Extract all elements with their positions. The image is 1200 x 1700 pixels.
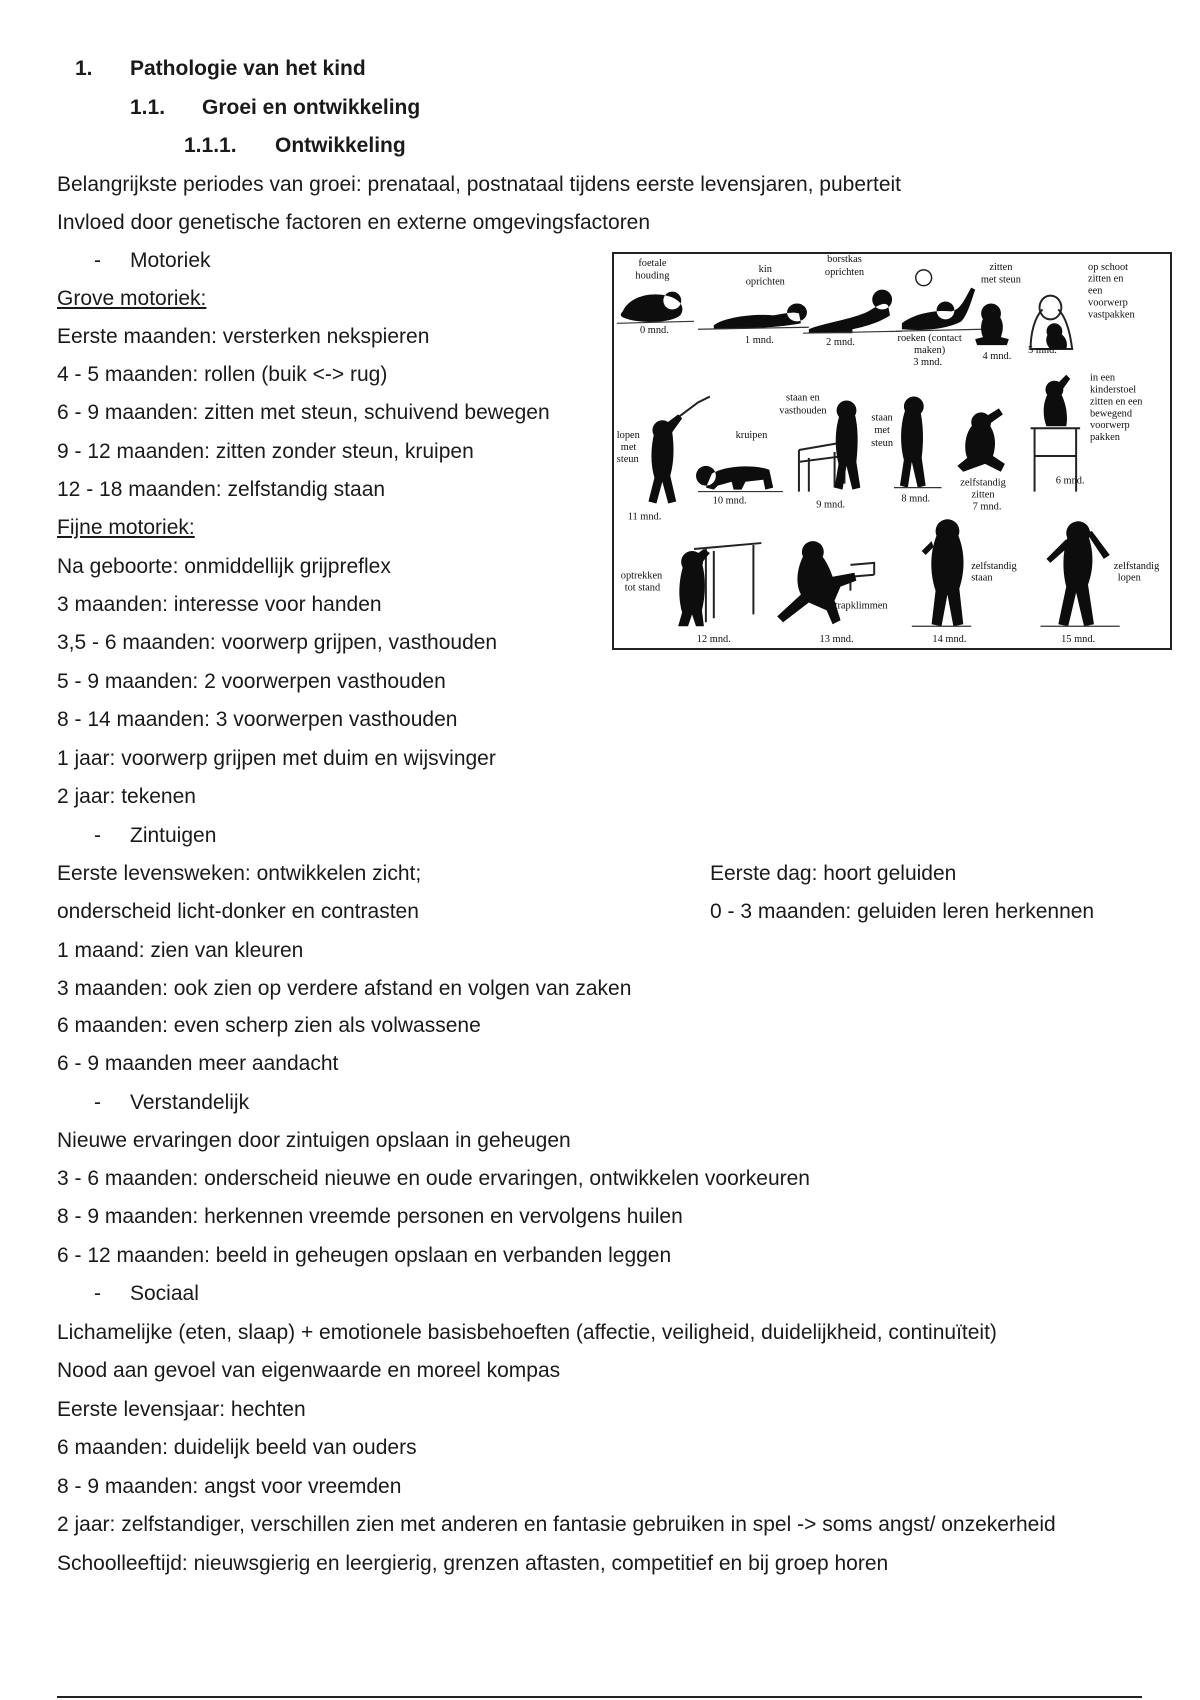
bullet-dash: - [94, 249, 101, 272]
figure-label: oprichten [824, 266, 865, 278]
figure-label: 5 mnd. [1028, 344, 1057, 356]
heading-3-text: Ontwikkeling [275, 134, 406, 157]
figure-label: kruipen [735, 430, 768, 442]
figure-label: 3 mnd. [913, 356, 943, 368]
bullet-dash: - [94, 824, 101, 847]
toddler-climbing-stairs-silhouette [777, 541, 856, 624]
figure-label: steun [616, 453, 639, 465]
figure-label: 4 mnd. [982, 350, 1012, 362]
baby-lifting-chest-silhouette [809, 290, 892, 334]
figure-label: houding [635, 270, 670, 282]
heading-2-text: Groei en ontwikkeling [202, 96, 421, 119]
figure-label: pakken [1089, 432, 1120, 444]
baby-fetal-position-silhouette [621, 292, 683, 322]
subheading-fijne-motoriek: Fijne motoriek: [57, 516, 195, 539]
baby-in-high-chair-silhouette [1044, 375, 1071, 426]
baby-reaching-silhouette [902, 288, 975, 330]
figure-label: tot stand [624, 582, 661, 594]
figure-label: foetale [638, 257, 667, 269]
figure-label: 9 mnd. [816, 499, 846, 511]
baby-lifting-chin-silhouette [714, 303, 807, 329]
baby-sitting-with-support-silhouette [975, 303, 1009, 345]
bullet-dash: - [94, 1091, 101, 1114]
list-item: 6 - 12 maanden: beeld in geheugen opslaan en verbanden leggen [57, 1244, 672, 1267]
figure-label: met steun [980, 274, 1021, 286]
list-item: 6 - 9 maanden meer aandacht [57, 1052, 339, 1075]
toddler-walking-alone-silhouette [1046, 521, 1109, 626]
figure-label: 15 mnd. [1061, 634, 1096, 646]
list-item: 2 jaar: zelfstandiger, verschillen zien met anderen en fantasie gebruiken in spel -> soms angst/ onzekerheid [57, 1513, 1056, 1536]
subheading-grove-motoriek: Grove motoriek: [57, 287, 207, 310]
rattle-icon [916, 270, 932, 286]
figure-label: zitten en [1088, 273, 1124, 285]
figure-label: met [620, 442, 637, 454]
figure-label: kinderstoel [1089, 384, 1137, 396]
list-item: 3 maanden: interesse voor handen [57, 593, 382, 616]
heading-3-number: 1.1.1. [184, 134, 237, 157]
toddler-standing-holding-silhouette [835, 401, 861, 490]
figure-label: vastpakken [1088, 309, 1135, 321]
list-item: 0 - 3 maanden: geluiden leren herkennen [710, 900, 1095, 923]
figure-label: vasthouden [779, 405, 827, 417]
list-item: onderscheid licht-donker en contrasten [57, 900, 419, 923]
figure-label: bewegend [1089, 408, 1133, 420]
figure-label: kin [758, 263, 772, 275]
list-item: 6 maanden: duidelijk beeld van ouders [57, 1436, 417, 1459]
section-title: Zintuigen [130, 824, 217, 847]
list-item: Eerste levensjaar: hechten [57, 1398, 306, 1421]
heading-1 [75, 56, 366, 82]
section-verstandelijk [94, 1090, 249, 1116]
motor-development-figure [612, 252, 1172, 650]
list-item: Nood aan gevoel van eigenwaarde en moreel kompas [57, 1359, 561, 1382]
section-title: Motoriek [130, 249, 211, 272]
baby-crawling-silhouette [696, 466, 773, 490]
figure-label: 6 mnd. [1055, 475, 1085, 487]
toddler-standing-with-support-silhouette [900, 397, 926, 488]
heading-1-number: 1. [75, 57, 93, 80]
figure-label: zitten [989, 261, 1013, 273]
figure-label: 2 mnd. [826, 337, 855, 349]
heading-3 [184, 133, 406, 159]
toddler-standing-alone-silhouette [922, 519, 964, 626]
list-item: Schoolleeftijd: nieuwsgierig en leergierig, grenzen aftasten, competitief en bij groep horen [57, 1552, 889, 1575]
list-item: 5 - 9 maanden: 2 voorwerpen vasthouden [57, 670, 446, 693]
list-item: 3 maanden: ook zien op verdere afstand en volgen van zaken [57, 977, 632, 1000]
figure-label: steun [871, 438, 894, 450]
heading-2-number: 1.1. [130, 96, 166, 119]
figure-label: zitten en een [1089, 396, 1143, 408]
figure-label: 14 mnd. [932, 634, 967, 646]
section-zintuigen [94, 823, 216, 849]
list-item: Nieuwe ervaringen door zintuigen opslaan in geheugen [57, 1129, 571, 1152]
figure-label: lopen [616, 430, 640, 442]
list-item: 8 - 14 maanden: 3 voorwerpen vasthouden [57, 708, 458, 731]
list-item: Eerste dag: hoort geluiden [710, 862, 957, 885]
list-item: Lichamelijke (eten, slaap) + emotionele basisbehoeften (affectie, veiligheid, duidelijkheid, continuïteit) [57, 1321, 997, 1344]
figure-label: zelfstandig [1113, 560, 1160, 572]
list-item: 6 maanden: even scherp zien als volwassene [57, 1014, 481, 1037]
figure-label: met [874, 425, 890, 437]
figure-label: 10 mnd. [712, 495, 747, 507]
figure-label: 8 mnd. [901, 493, 931, 505]
section-sociaal [94, 1281, 199, 1307]
figure-label: 0 mnd. [639, 325, 669, 337]
figure-label: in een [1089, 372, 1116, 384]
list-item: 2 jaar: tekenen [57, 785, 196, 808]
figure-label: staan [871, 412, 893, 424]
list-item: Eerste maanden: versterken nekspieren [57, 325, 430, 348]
section-title: Sociaal [130, 1282, 199, 1305]
motor-development-illustration [614, 254, 1170, 648]
list-item: 1 jaar: voorwerp grijpen met duim en wijsvinger [57, 747, 496, 770]
figure-label: een [1088, 285, 1103, 297]
list-item: Eerste levensweken: ontwikkelen zicht; [57, 862, 422, 885]
list-item: 6 - 9 maanden: zitten met steun, schuivend bewegen [57, 401, 550, 424]
heading-2 [130, 95, 420, 121]
list-item: 8 - 9 maanden: herkennen vreemde personen en vervolgens huilen [57, 1205, 683, 1228]
toddler-walking-with-support-silhouette [648, 414, 682, 503]
figure-label: voorwerp [1088, 297, 1128, 309]
figure-label: 7 mnd. [972, 501, 1002, 513]
list-item: 1 maand: zien van kleuren [57, 939, 304, 962]
figure-label: zelfstandig [971, 560, 1017, 572]
figure-label: zitten [971, 489, 995, 501]
figure-row-2 [617, 373, 1143, 523]
list-item: Na geboorte: onmiddellijk grijpreflex [57, 555, 391, 578]
list-item: 4 - 5 maanden: rollen (buik <-> rug) [57, 363, 388, 386]
figure-label: oprichten [745, 276, 785, 288]
figure-label: staan en [786, 392, 820, 404]
figure-label: roeken (contact [897, 333, 962, 345]
list-item: 3 - 6 maanden: onderscheid nieuwe en oude ervaringen, ontwikkelen voorkeuren [57, 1167, 810, 1190]
footer-rule [57, 1696, 1142, 1698]
figure-label: op schoot [1088, 261, 1129, 273]
heading-1-text: Pathologie van het kind [130, 57, 366, 80]
figure-row-1 [617, 254, 1136, 368]
list-item: 9 - 12 maanden: zitten zonder steun, kruipen [57, 440, 474, 463]
figure-label: trapklimmen [834, 600, 888, 612]
figure-label: 1 mnd. [744, 335, 774, 347]
figure-label: zelfstandig [960, 477, 1006, 489]
figure-row-3 [621, 519, 1160, 645]
list-item: 12 - 18 maanden: zelfstandig staan [57, 478, 386, 501]
section-title: Verstandelijk [130, 1091, 250, 1114]
baby-sitting-alone-silhouette [957, 408, 1005, 471]
figure-label: 13 mnd. [819, 634, 854, 646]
figure-label: optrekken [620, 570, 663, 582]
bullet-dash: - [94, 1282, 101, 1305]
figure-label: maken) [914, 344, 946, 356]
figure-label: borstkas [827, 254, 862, 265]
intro-line: Belangrijkste periodes van groei: prenataal, postnataal tijdens eerste levensjaren, puberteit [57, 173, 902, 196]
figure-label: lopen [1117, 572, 1141, 584]
figure-label: 11 mnd. [627, 511, 662, 523]
intro-line: Invloed door genetische factoren en externe omgevingsfactoren [57, 211, 651, 234]
section-motoriek [94, 248, 211, 274]
list-item: 8 - 9 maanden: angst voor vreemden [57, 1475, 402, 1498]
list-item: 3,5 - 6 maanden: voorwerp grijpen, vasthouden [57, 631, 498, 654]
figure-label: staan [971, 572, 993, 584]
figure-label: 12 mnd. [696, 634, 731, 646]
figure-label: voorwerp [1089, 420, 1130, 432]
